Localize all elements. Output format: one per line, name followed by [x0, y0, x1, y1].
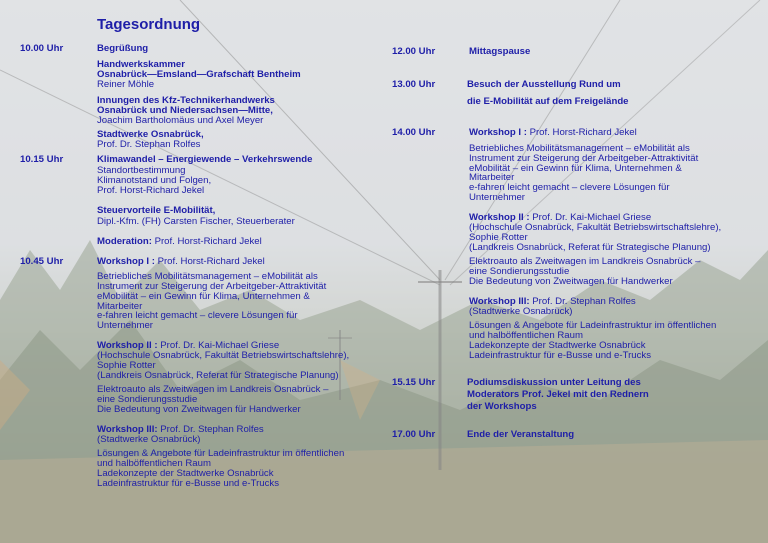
ws1-line-5: e-fahren leicht gemacht – clevere Lösungen für: [97, 310, 298, 321]
hwk-line-3: Reiner Möhle: [97, 79, 155, 90]
r-ws3-line-2: Lösungen & Angebote für Ladeinfrastruktur im öffentlichen: [469, 320, 717, 331]
r-ws2-line-6: Die Bedeutung von Zweitwagen für Handwerker: [469, 276, 673, 287]
ws3-line-1: (Stadtwerke Osnabrück): [97, 434, 201, 445]
agenda-ende: Ende der Veranstaltung: [467, 429, 575, 440]
agenda-klimawandel: Klimawandel – Energiewende – Verkehrswende: [97, 154, 313, 165]
r-workshop-3-leader: Prof. Dr. Stephan Rolfes: [529, 296, 636, 307]
time-1300: 13.00 Uhr: [392, 79, 436, 90]
innung-line-1: Innungen des Kfz-Technikerhandwerks: [97, 95, 275, 106]
hwk-line-1: Handwerkskammer: [97, 59, 185, 70]
ws3-line-4: Ladekonzepte der Stadtwerke Osnabrück: [97, 468, 274, 479]
workshop-1-label: Workshop I :: [97, 256, 155, 267]
moderation-name: Prof. Horst-Richard Jekel: [151, 236, 262, 247]
ausstellung-line-1: Besuch der Ausstellung Rund um: [467, 79, 621, 90]
podium-line-2: Moderators Prof. Jekel mit den Rednern: [467, 389, 649, 400]
ws3-line-5: Ladeinfrastruktur für e-Busse und e-Trucks: [97, 478, 280, 489]
r-ws1-line-3: eMobilität – ein Gewinn für Klima, Unternehmen &: [469, 163, 682, 174]
ws2-line-2: Sophie Rotter: [97, 360, 156, 371]
time-1200: 12.00 Uhr: [392, 46, 436, 57]
klima-line-2: Klimanotstand und Folgen,: [97, 175, 212, 186]
time-1400: 14.00 Uhr: [392, 127, 436, 138]
ws2-line-3: (Landkreis Osnabrück, Referat für Strategische Planung): [97, 370, 339, 381]
workshop-2-label: Workshop II :: [97, 340, 158, 351]
r-ws1-line-4: Mitarbeiter: [469, 172, 515, 183]
agenda-begruessung: Begrüßung: [97, 43, 149, 54]
ws1-line-6: Unternehmer: [97, 320, 153, 331]
innung-line-3: Joachim Bartholomäus und Axel Meyer: [97, 115, 264, 126]
r-workshop-3-label: Workshop III:: [469, 296, 530, 307]
ws2-line-5: eine Sondierungsstudie: [97, 394, 198, 405]
ws2-line-6: Die Bedeutung von Zweitwagen für Handwerker: [97, 404, 301, 415]
ws1-line-4: Mitarbeiter: [97, 301, 143, 312]
moderation: [97, 237, 262, 247]
klima-line-3: Prof. Horst-Richard Jekel: [97, 185, 205, 196]
ws1-line-2: Instrument zur Steigerung der Arbeitgeber-Attraktivität: [97, 281, 327, 292]
r-workshop-2-leader: Prof. Dr. Kai-Michael Griese: [529, 212, 652, 223]
r-ws1-line-6: Unternehmer: [469, 192, 525, 203]
r-workshop-1-leader: Prof. Horst-Richard Jekel: [526, 127, 637, 138]
r-ws3-line-3: und halböffentlichen Raum: [469, 330, 583, 341]
workshop-1-heading: [97, 257, 265, 267]
r-ws3-line-5: Ladeinfrastruktur für e-Busse und e-Trucks: [469, 350, 652, 361]
stadtwerke-line-1: Stadtwerke Osnabrück,: [97, 129, 204, 140]
ausstellung-line-2: die E-Mobilität auf dem Freigelände: [467, 96, 629, 107]
r-ws2-line-5: eine Sondierungsstudie: [469, 266, 570, 277]
r-ws1-line-2: Instrument zur Steigerung der Arbeitgeber-Attraktivität: [469, 153, 699, 164]
r-ws3-line-1: (Stadtwerke Osnabrück): [469, 306, 573, 317]
workshop-3-leader: Prof. Dr. Stephan Rolfes: [157, 424, 264, 435]
ws3-line-2: Lösungen & Angebote für Ladeinfrastruktur im öffentlichen: [97, 448, 345, 459]
ws3-line-3: und halböffentlichen Raum: [97, 458, 211, 469]
page-title: Tagesordnung: [97, 16, 201, 33]
moderation-label: Moderation:: [97, 236, 152, 247]
r-workshop-1-label: Workshop I :: [469, 127, 527, 138]
workshop-1-leader: Prof. Horst-Richard Jekel: [154, 256, 265, 267]
stadtwerke-line-2: Prof. Dr. Stephan Rolfes: [97, 139, 201, 150]
r-workshop-2-label: Workshop II :: [469, 212, 530, 223]
r-ws1-line-1: Betriebliches Mobilitätsmanagement – eMobilität als: [469, 143, 690, 154]
time-1515: 15.15 Uhr: [392, 377, 436, 388]
ws2-line-1: (Hochschule Osnabrück, Fakultät Betriebswirtschaftslehre),: [97, 350, 350, 361]
steuer-line-1: Steuervorteile E-Mobilität,: [97, 205, 216, 216]
podium-line-1: Podiumsdiskussion unter Leitung des: [467, 377, 641, 388]
r-ws1-line-5: e-fahren leicht gemacht – clevere Lösungen für: [469, 182, 670, 193]
r-workshop-1-heading: [469, 128, 637, 138]
workshop-2-leader: Prof. Dr. Kai-Michael Griese: [157, 340, 280, 351]
ws2-line-4: Elektroauto als Zweitwagen im Landkreis Osnabrück –: [97, 384, 329, 395]
steuer-line-2: Dipl.-Kfm. (FH) Carsten Fischer, Steuerberater: [97, 216, 295, 227]
r-ws2-line-2: Sophie Rotter: [469, 232, 528, 243]
klima-line-1: Standortbestimmung: [97, 165, 186, 176]
time-1700: 17.00 Uhr: [392, 429, 436, 440]
agenda-mittagspause: Mittagspause: [469, 46, 531, 57]
time-1045: 10.45 Uhr: [20, 256, 64, 267]
r-ws2-line-4: Elektroauto als Zweitwagen im Landkreis Osnabrück –: [469, 256, 701, 267]
r-ws3-line-4: Ladekonzepte der Stadtwerke Osnabrück: [469, 340, 646, 351]
innung-line-2: Osnabrück und Niedersachsen—Mitte,: [97, 105, 273, 116]
podium-line-3: der Workshops: [467, 401, 537, 412]
time-1015: 10.15 Uhr: [20, 154, 64, 165]
ws1-line-3: eMobilität – ein Gewinn für Klima, Unternehmen &: [97, 291, 310, 302]
hwk-line-2: Osnabrück—Emsland—Grafschaft Bentheim: [97, 69, 301, 80]
ws1-line-1: Betriebliches Mobilitätsmanagement – eMobilität als: [97, 271, 318, 282]
time-1000: 10.00 Uhr: [20, 43, 64, 54]
r-ws2-line-1: (Hochschule Osnabrück, Fakultät Betriebswirtschaftslehre),: [469, 222, 722, 233]
r-ws2-line-3: (Landkreis Osnabrück, Referat für Strategische Planung): [469, 242, 711, 253]
workshop-3-label: Workshop III:: [97, 424, 158, 435]
